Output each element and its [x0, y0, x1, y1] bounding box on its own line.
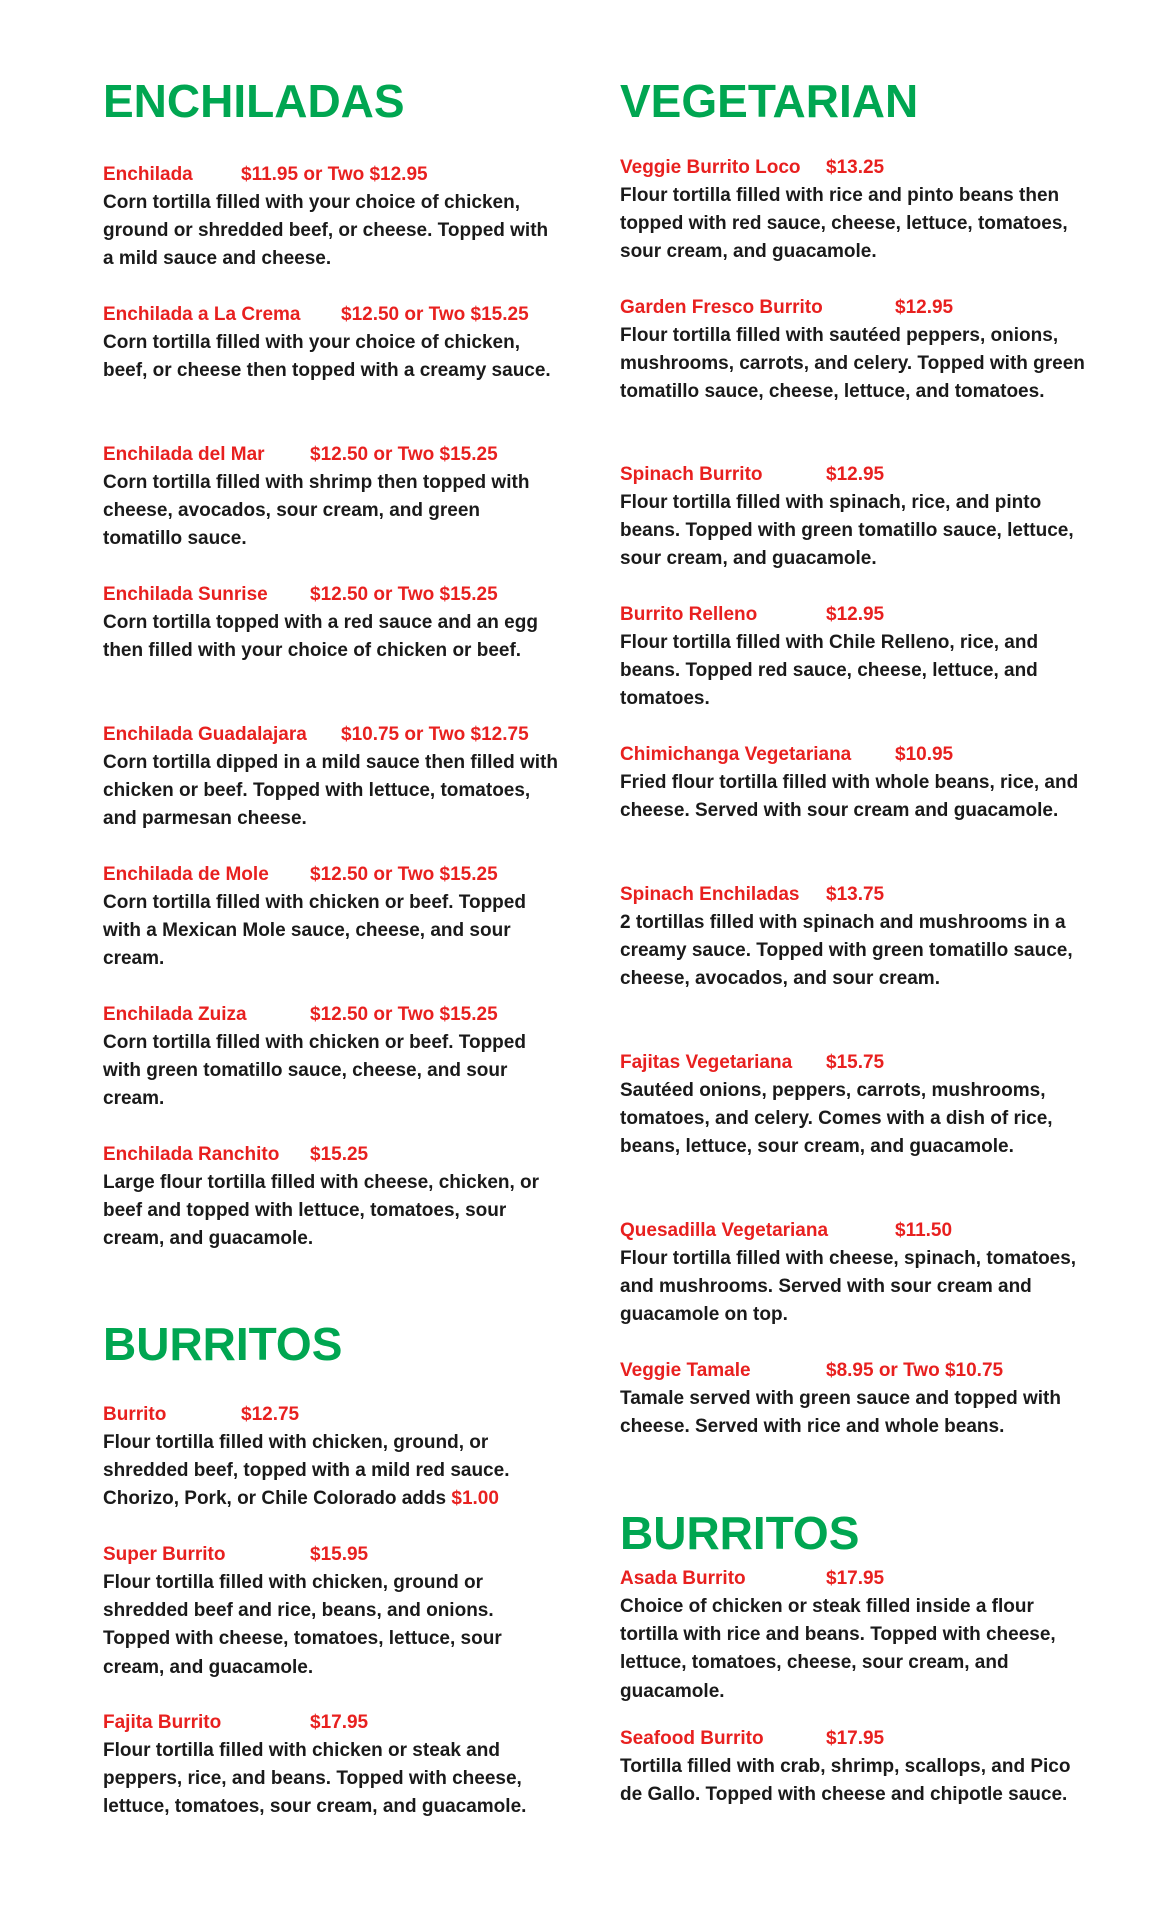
- item-price: $12.95: [895, 297, 954, 318]
- item-name: Enchilada: [103, 164, 193, 185]
- item-name: Enchilada Ranchito: [103, 1144, 280, 1165]
- item-name: Burrito Relleno: [620, 604, 758, 625]
- item-price: $12.50 or Two $15.25: [310, 444, 498, 465]
- item-description: Choice of chicken or steak filled inside a flour tortilla with rice and beans. Topped with cheese, lettuce, tomatoes, cheese, sour cream, and guacamole.: [620, 1596, 1056, 1702]
- item-description: Flour tortilla filled with cheese, spinach, tomatoes, and mushrooms. Served with sour cream and guacamole on top.: [620, 1248, 1077, 1326]
- item-name: Enchilada a La Crema: [103, 304, 301, 325]
- menu-item-spinach-enchiladas: [620, 881, 1090, 994]
- item-name: Enchilada del Mar: [103, 444, 265, 465]
- item-description: Tortilla filled with crab, shrimp, scallops, and Pico de Gallo. Topped with cheese and chipotle sauce.: [620, 1756, 1071, 1806]
- menu-item-veggie-tamale: [620, 1357, 1090, 1441]
- menu-item-garden-fresco-burrito: [620, 294, 1090, 407]
- item-name: Spinach Burrito: [620, 464, 763, 485]
- item-description: Corn tortilla filled with chicken or beef. Topped with a Mexican Mole sauce, cheese, and sour cream.: [103, 892, 526, 970]
- item-name: Enchilada Guadalajara: [103, 724, 307, 745]
- menu-item-quesadilla-vegetariana: [620, 1217, 1090, 1330]
- item-price: $12.50 or Two $15.25: [310, 584, 498, 605]
- menu-item-fajitas-vegetariana: [620, 1049, 1090, 1162]
- menu-item-enchilada-del-mar: [103, 441, 563, 554]
- item-description: Flour tortilla filled with rice and pinto beans then topped with red sauce, cheese, lettuce, tomatoes, sour cream, and guacamole.: [620, 185, 1068, 263]
- item-price: $8.95 or Two $10.75: [826, 1360, 1004, 1381]
- item-description: Fried flour tortilla filled with whole beans, rice, and cheese. Served with sour cream and guacamole.: [620, 772, 1079, 822]
- menu-item-enchilada-ranchito: [103, 1141, 563, 1254]
- item-price: $17.95: [826, 1728, 885, 1749]
- item-description: Corn tortilla filled with shrimp then topped with cheese, avocados, sour cream, and green tomatillo sauce.: [103, 472, 530, 550]
- item-name: Fajita Burrito: [103, 1712, 222, 1733]
- item-description: Large flour tortilla filled with cheese, chicken, or beef and topped with lettuce, tomatoes, sour cream, and guacamole.: [103, 1172, 540, 1250]
- item-description: Corn tortilla filled with your choice of chicken, beef, or cheese then topped with a creamy sauce.: [103, 332, 551, 382]
- item-name: Enchilada de Mole: [103, 864, 269, 885]
- menu-item-asada-burrito: [620, 1565, 1090, 1706]
- item-price: $12.50 or Two $15.25: [341, 304, 529, 325]
- item-price: $11.95 or Two $12.95: [241, 164, 428, 185]
- menu-item-super-burrito: [103, 1541, 563, 1682]
- item-price: $10.95: [895, 744, 954, 765]
- item-name: Spinach Enchiladas: [620, 884, 800, 905]
- item-price: $12.95: [826, 604, 885, 625]
- item-description: Corn tortilla topped with a red sauce and an egg then filled with your choice of chicken or beef.: [103, 612, 538, 662]
- menu-item-spinach-burrito: [620, 461, 1090, 574]
- extra-price: $1.00: [451, 1488, 499, 1510]
- item-price: $17.95: [826, 1568, 885, 1589]
- item-description: Tamale served with green sauce and topped with cheese. Served with rice and whole beans.: [620, 1388, 1061, 1438]
- item-description: Flour tortilla filled with chicken, ground or shredded beef and rice, beans, and onions. Topped with cheese, tomatoes, lettuce, sour cream, and guacamole.: [103, 1572, 502, 1678]
- item-name: Burrito: [103, 1404, 167, 1425]
- menu-item-enchilada-guadalajara: [103, 721, 563, 834]
- item-name: Garden Fresco Burrito: [620, 297, 823, 318]
- item-price: $11.50: [895, 1220, 953, 1241]
- item-price: $10.75 or Two $12.75: [341, 724, 529, 745]
- menu-item-fajita-burrito: [103, 1709, 563, 1822]
- item-price: $15.75: [826, 1052, 885, 1073]
- section-title-burritos: BURRITOS: [103, 1318, 343, 1370]
- item-price: $13.75: [826, 884, 885, 905]
- item-description-text: Flour tortilla filled with chicken, ground, or shredded beef, topped with a mild red sauce. Chorizo, Pork, or Chile Colorado adds: [103, 1432, 510, 1510]
- item-description: Corn tortilla filled with chicken or beef. Topped with green tomatillo sauce, cheese, and sour cream.: [103, 1032, 526, 1110]
- menu-item-chimichanga-vegetariana: [620, 741, 1090, 825]
- section-title-enchiladas: ENCHILADAS: [103, 75, 405, 127]
- item-description: Sautéed onions, peppers, carrots, mushrooms, tomatoes, and celery. Comes with a dish of rice, beans, lettuce, sour cream, and guacamole.: [620, 1080, 1053, 1158]
- item-name: Asada Burrito: [620, 1568, 746, 1589]
- menu-item-enchilada-sunrise: [103, 581, 563, 665]
- item-price: $15.25: [310, 1144, 369, 1165]
- menu-item-burrito: [103, 1401, 563, 1514]
- item-description: Corn tortilla filled with your choice of chicken, ground or shredded beef, or cheese. Topped with a mild sauce and cheese.: [103, 192, 549, 270]
- item-price: $12.50 or Two $15.25: [310, 1004, 498, 1025]
- menu-item-enchilada: [103, 161, 563, 274]
- item-name: Seafood Burrito: [620, 1728, 764, 1749]
- item-description: Flour tortilla filled with sautéed peppers, onions, mushrooms, carrots, and celery. Topped with green tomatillo sauce, cheese, lettuce, and tomatoes.: [620, 325, 1085, 403]
- menu-item-enchilada-de-mole: [103, 861, 563, 974]
- item-name: Super Burrito: [103, 1544, 226, 1565]
- item-name: Veggie Burrito Loco: [620, 157, 801, 178]
- item-description: Flour tortilla filled with chicken or steak and peppers, rice, and beans. Topped with cheese, lettuce, tomatoes, sour cream, and guacamole.: [103, 1740, 527, 1818]
- menu-item-burrito-relleno: [620, 601, 1090, 714]
- menu-item-enchilada-zuiza: [103, 1001, 563, 1114]
- section-title-vegetarian: VEGETARIAN: [620, 75, 919, 127]
- section-title-burritos-right: BURRITOS: [620, 1507, 860, 1559]
- item-description: 2 tortillas filled with spinach and mushrooms in a creamy sauce. Topped with green tomatillo sauce, cheese, avocados, and sour cream.: [620, 912, 1073, 990]
- menu-item-enchilada-a-la-crema: [103, 301, 563, 385]
- item-price: $12.95: [826, 464, 885, 485]
- item-name: Fajitas Vegetariana: [620, 1052, 793, 1073]
- item-price: $13.25: [826, 157, 885, 178]
- item-name: Enchilada Sunrise: [103, 584, 268, 605]
- item-price: $17.95: [310, 1712, 369, 1733]
- menu-item-veggie-burrito-loco: [620, 154, 1090, 267]
- item-name: Chimichanga Vegetariana: [620, 744, 852, 765]
- item-description: Corn tortilla dipped in a mild sauce then filled with chicken or beef. Topped with lettuce, tomatoes, and parmesan cheese.: [103, 752, 558, 830]
- item-name: Quesadilla Vegetariana: [620, 1220, 829, 1241]
- item-name: Enchilada Zuiza: [103, 1004, 247, 1025]
- item-name: Veggie Tamale: [620, 1360, 751, 1381]
- item-description: [103, 1429, 563, 1514]
- item-description: Flour tortilla filled with spinach, rice, and pinto beans. Topped with green tomatillo sauce, lettuce, sour cream, and guacamole.: [620, 492, 1074, 570]
- item-price: $15.95: [310, 1544, 369, 1565]
- item-price: $12.50 or Two $15.25: [310, 864, 498, 885]
- menu-item-seafood-burrito: [620, 1725, 1090, 1809]
- item-price: $12.75: [241, 1404, 300, 1425]
- item-description: Flour tortilla filled with Chile Relleno, rice, and beans. Topped red sauce, cheese, lettuce, and tomatoes.: [620, 632, 1039, 710]
